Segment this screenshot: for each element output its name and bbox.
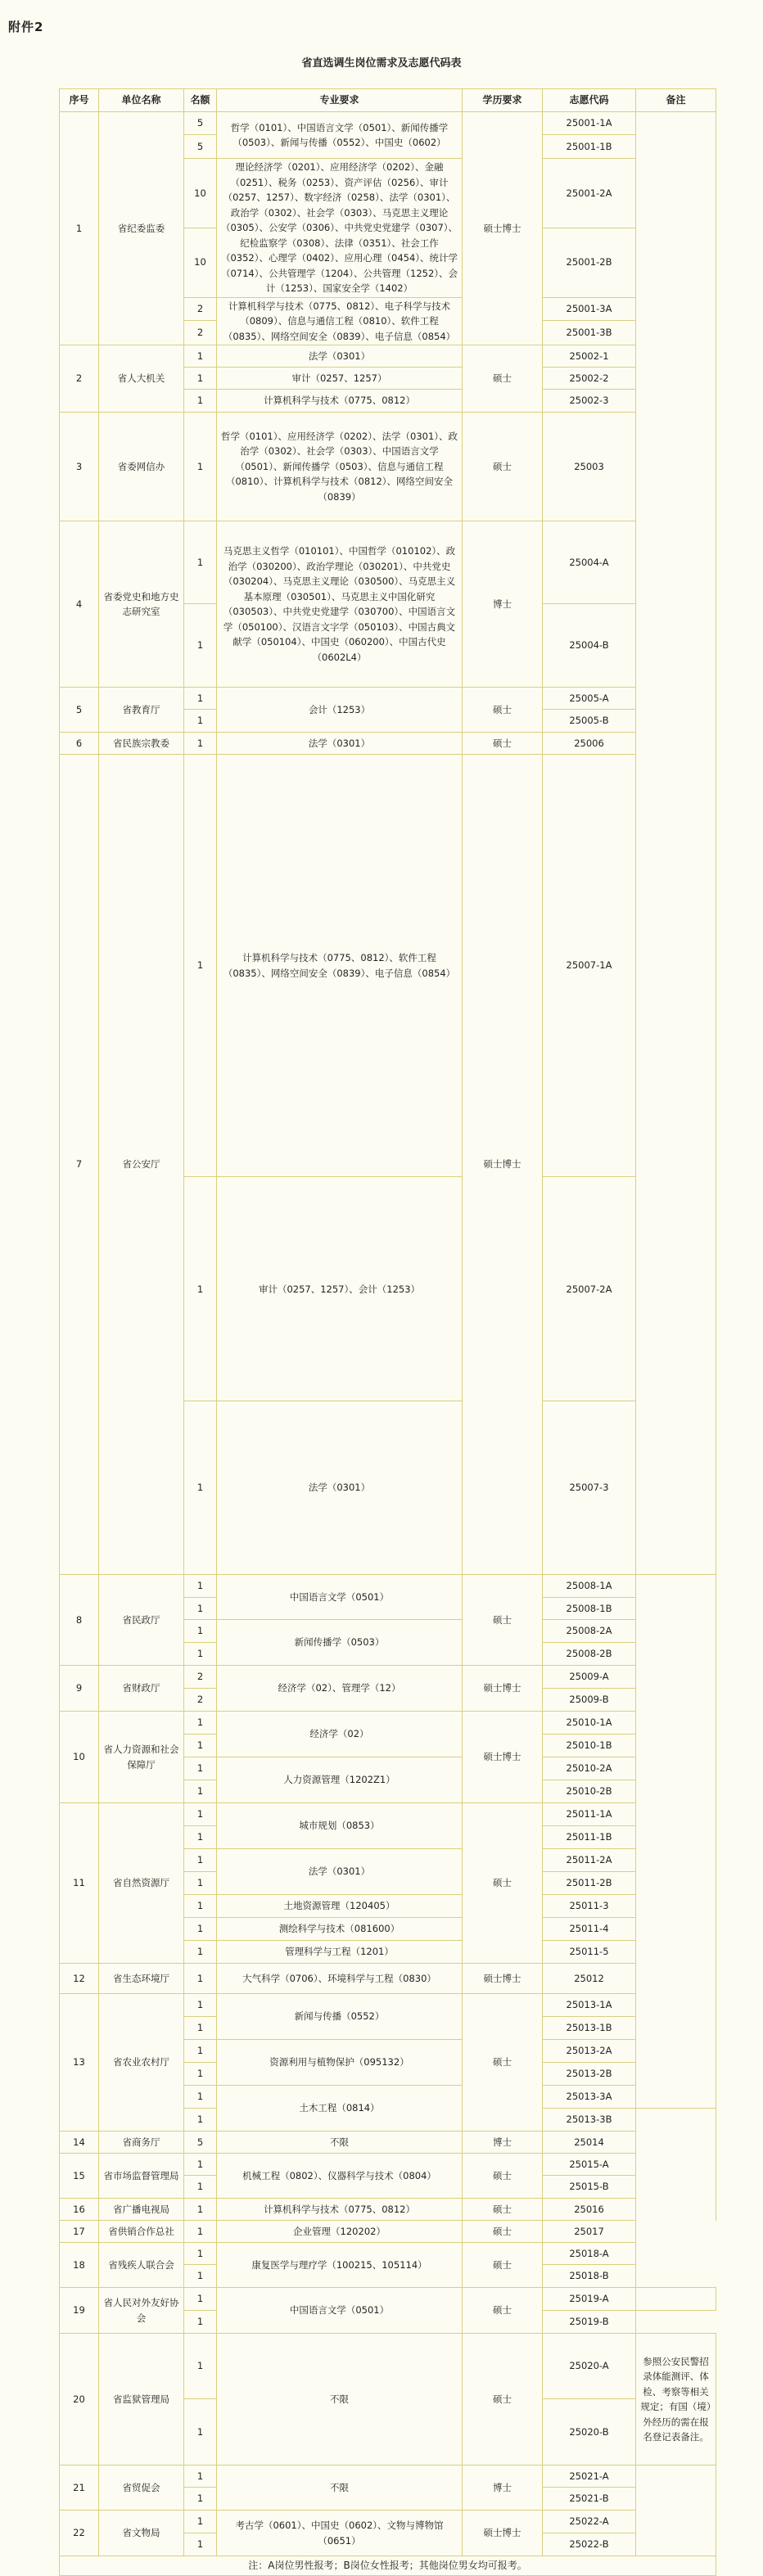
application-code: 25002-2 xyxy=(543,368,636,390)
table-row xyxy=(60,2132,716,2154)
unit-name: 省公安厅 xyxy=(99,755,184,1575)
quota-count: 1 xyxy=(184,2533,217,2556)
application-code: 25002-3 xyxy=(543,390,636,413)
row-number: 19 xyxy=(60,2288,99,2334)
quota-count: 1 xyxy=(184,2040,217,2063)
education-requirement: 硕士博士 xyxy=(463,755,543,1575)
major-requirement: 经济学（02）、管理学（12） xyxy=(217,1666,463,1712)
quota-count: 1 xyxy=(184,1575,217,1598)
unit-name: 省教育厅 xyxy=(99,688,184,733)
quota-count: 1 xyxy=(184,1849,217,1872)
table-row xyxy=(60,2221,716,2243)
application-code: 25020-A xyxy=(543,2334,636,2399)
education-requirement: 硕士 xyxy=(463,2243,543,2288)
unit-name: 省纪委监委 xyxy=(99,112,184,345)
unit-name: 省人大机关 xyxy=(99,345,184,413)
education-requirement: 硕士博士 xyxy=(463,1964,543,1994)
quota-count: 1 xyxy=(184,755,217,1177)
application-code: 25022-A xyxy=(543,2511,636,2533)
col-header-education: 学历要求 xyxy=(463,89,543,112)
education-requirement: 硕士 xyxy=(463,2154,543,2199)
application-code: 25018-B xyxy=(543,2265,636,2288)
application-code: 25001-2A xyxy=(543,159,636,228)
major-requirement: 新闻与传播（0552） xyxy=(217,1994,463,2040)
table-row xyxy=(60,2465,716,2488)
col-header-no: 序号 xyxy=(60,89,99,112)
application-code: 25003 xyxy=(543,413,636,521)
row-number: 7 xyxy=(60,755,99,1575)
quota-count: 1 xyxy=(184,1803,217,1826)
application-code: 25017 xyxy=(543,2221,636,2243)
positions-table xyxy=(59,88,716,2576)
row-number: 10 xyxy=(60,1712,99,1803)
unit-name: 省生态环境厅 xyxy=(99,1964,184,1994)
row-number: 13 xyxy=(60,1994,99,2132)
col-header-unit: 单位名称 xyxy=(99,89,184,112)
application-code: 25004-A xyxy=(543,521,636,604)
major-requirement: 哲学（0101）、中国语言文学（0501）、新闻传播学（0503）、新闻与传播（0552）、中国史（0602） xyxy=(217,112,463,159)
application-code: 25008-1B xyxy=(543,1598,636,1620)
table-row xyxy=(60,1803,716,1826)
education-requirement: 硕士 xyxy=(463,2334,543,2465)
col-header-count: 名额 xyxy=(184,89,217,112)
col-header-remark: 备注 xyxy=(636,89,716,112)
application-code: 25020-B xyxy=(543,2399,636,2465)
unit-name: 省市场监督管理局 xyxy=(99,2154,184,2199)
quota-count: 1 xyxy=(184,345,217,368)
education-requirement: 硕士 xyxy=(463,2288,543,2334)
quota-count: 1 xyxy=(184,1964,217,1994)
unit-name: 省文物局 xyxy=(99,2511,184,2556)
quota-count: 1 xyxy=(184,710,217,733)
application-code: 25009-A xyxy=(543,1666,636,1689)
major-requirement: 管理科学与工程（1201） xyxy=(217,1941,463,1964)
education-requirement: 硕士 xyxy=(463,1994,543,2132)
quota-count: 1 xyxy=(184,1994,217,2017)
row-number: 2 xyxy=(60,345,99,413)
remark-cell xyxy=(636,112,716,1575)
education-requirement: 硕士 xyxy=(463,1803,543,1964)
table-row xyxy=(60,2243,716,2265)
application-code: 25011-5 xyxy=(543,1941,636,1964)
quota-count: 1 xyxy=(184,2199,217,2221)
row-number: 1 xyxy=(60,112,99,345)
education-requirement: 硕士 xyxy=(463,2199,543,2221)
quota-count: 1 xyxy=(184,2465,217,2488)
major-requirement: 测绘科学与技术（081600） xyxy=(217,1918,463,1941)
col-header-code: 志愿代码 xyxy=(543,89,636,112)
table-row xyxy=(60,1964,716,1994)
table-row xyxy=(60,521,716,604)
quota-count: 1 xyxy=(184,2488,217,2511)
table-row xyxy=(60,2511,716,2533)
application-code: 25011-1B xyxy=(543,1826,636,1849)
major-requirement: 理论经济学（0201）、应用经济学（0202）、金融（0251）、税务（0253）、资产评估（0256）、审计（0257、1257）、数字经济（0258）、法学（0301）、政治学（0302）、社会学（0303）、马克思主义理论（0305）、公安学（0306）、中共党史党建学（0307）、纪检监察学（0308）、法律（0351）、社会工作（0352）、心理学（0402）、应用心理（0454）、统计学（0714）、公共管理学（1204）、公共管理（1252）、会计（1253）、国家安全学（1402） xyxy=(217,159,463,298)
quota-count: 1 xyxy=(184,1712,217,1735)
row-number: 9 xyxy=(60,1666,99,1712)
row-number: 15 xyxy=(60,2154,99,2199)
row-number: 22 xyxy=(60,2511,99,2556)
quota-count: 1 xyxy=(184,1757,217,1780)
unit-name: 省农业农村厅 xyxy=(99,1994,184,2132)
remark-cell xyxy=(636,1575,716,2109)
application-code: 25010-1B xyxy=(543,1735,636,1757)
unit-name: 省委党史和地方史志研究室 xyxy=(99,521,184,688)
application-code: 25007-3 xyxy=(543,1401,636,1575)
quota-count: 5 xyxy=(184,2132,217,2154)
education-requirement: 硕士 xyxy=(463,345,543,413)
major-requirement: 中国语言文学（0501） xyxy=(217,2288,463,2334)
remark-cell xyxy=(636,2465,716,2556)
application-code: 25011-2A xyxy=(543,1849,636,1872)
unit-name: 省民政厅 xyxy=(99,1575,184,1666)
major-requirement: 土地资源管理（120405） xyxy=(217,1895,463,1918)
major-requirement: 大气科学（0706）、环境科学与工程（0830） xyxy=(217,1964,463,1994)
table-row xyxy=(60,1994,716,2017)
major-requirement: 计算机科学与技术（0775、0812） xyxy=(217,2199,463,2221)
quota-count: 5 xyxy=(184,135,217,159)
table-row xyxy=(60,733,716,755)
row-number: 18 xyxy=(60,2243,99,2288)
major-requirement: 法学（0301） xyxy=(217,1401,463,1575)
quota-count: 1 xyxy=(184,521,217,604)
major-requirement: 经济学（02） xyxy=(217,1712,463,1757)
row-number: 12 xyxy=(60,1964,99,1994)
quota-count: 1 xyxy=(184,604,217,688)
major-requirement: 新闻传播学（0503） xyxy=(217,1620,463,1666)
row-number: 16 xyxy=(60,2199,99,2221)
major-requirement: 土木工程（0814） xyxy=(217,2086,463,2132)
application-code: 25001-2B xyxy=(543,228,636,297)
major-requirement: 法学（0301） xyxy=(217,1849,463,1895)
application-code: 25019-B xyxy=(543,2311,636,2334)
unit-name: 省供销合作总社 xyxy=(99,2221,184,2243)
application-code: 25002-1 xyxy=(543,345,636,368)
table-row xyxy=(60,2334,716,2399)
major-requirement: 考古学（0601）、中国史（0602）、文物与博物馆（0651） xyxy=(217,2511,463,2556)
table-footnote: 注：A岗位男性报考；B岗位女性报考；其他岗位男女均可报考。 xyxy=(60,2556,716,2576)
application-code: 25010-1A xyxy=(543,1712,636,1735)
unit-name: 省监狱管理局 xyxy=(99,2334,184,2465)
unit-name: 省人力资源和社会保障厅 xyxy=(99,1712,184,1803)
quota-count: 10 xyxy=(184,159,217,228)
major-requirement: 法学（0301） xyxy=(217,733,463,755)
table-body xyxy=(60,112,716,2556)
application-code: 25004-B xyxy=(543,604,636,688)
table-row xyxy=(60,112,716,135)
quota-count: 1 xyxy=(184,2154,217,2176)
row-number: 17 xyxy=(60,2221,99,2243)
education-requirement: 硕士 xyxy=(463,413,543,521)
application-code: 25013-2B xyxy=(543,2063,636,2086)
application-code: 25013-2A xyxy=(543,2040,636,2063)
quota-count: 1 xyxy=(184,1598,217,1620)
application-code: 25010-2B xyxy=(543,1780,636,1803)
major-requirement: 人力资源管理（1202Z1） xyxy=(217,1757,463,1803)
row-number: 21 xyxy=(60,2465,99,2511)
quota-count: 1 xyxy=(184,2086,217,2109)
application-code: 25009-B xyxy=(543,1689,636,1712)
major-requirement: 计算机科学与技术（0775、0812）、软件工程（0835）、网络空间安全（0839）、电子信息（0854） xyxy=(217,755,463,1177)
application-code: 25006 xyxy=(543,733,636,755)
quota-count: 1 xyxy=(184,1895,217,1918)
quota-count: 1 xyxy=(184,2399,217,2465)
application-code: 25011-4 xyxy=(543,1918,636,1941)
quota-count: 2 xyxy=(184,321,217,345)
major-requirement: 会计（1253） xyxy=(217,688,463,733)
quota-count: 5 xyxy=(184,112,217,135)
quota-count: 1 xyxy=(184,733,217,755)
major-requirement: 审计（0257、1257） xyxy=(217,368,463,390)
application-code: 25018-A xyxy=(543,2243,636,2265)
education-requirement: 硕士博士 xyxy=(463,112,543,345)
table-row xyxy=(60,413,716,521)
application-code: 25013-3A xyxy=(543,2086,636,2109)
application-code: 25008-2B xyxy=(543,1643,636,1666)
application-code: 25015-A xyxy=(543,2154,636,2176)
quota-count: 1 xyxy=(184,688,217,710)
row-number: 5 xyxy=(60,688,99,733)
education-requirement: 博士 xyxy=(463,521,543,688)
major-requirement: 不限 xyxy=(217,2334,463,2465)
education-requirement: 博士 xyxy=(463,2465,543,2511)
application-code: 25005-B xyxy=(543,710,636,733)
application-code: 25011-3 xyxy=(543,1895,636,1918)
application-code: 25021-B xyxy=(543,2488,636,2511)
row-number: 6 xyxy=(60,733,99,755)
quota-count: 1 xyxy=(184,368,217,390)
quota-count: 1 xyxy=(184,2288,217,2311)
quota-count: 1 xyxy=(184,1941,217,1964)
education-requirement: 硕士 xyxy=(463,733,543,755)
table-header xyxy=(60,89,716,112)
quota-count: 1 xyxy=(184,390,217,413)
unit-name: 省民族宗教委 xyxy=(99,733,184,755)
application-code: 25005-A xyxy=(543,688,636,710)
quota-count: 1 xyxy=(184,2221,217,2243)
quota-count: 2 xyxy=(184,297,217,321)
page-title: 省直选调生岗位需求及志愿代码表 xyxy=(301,57,462,70)
quota-count: 1 xyxy=(184,1872,217,1895)
education-requirement: 硕士 xyxy=(463,1575,543,1666)
application-code: 25021-A xyxy=(543,2465,636,2488)
major-requirement: 计算机科学与技术（0775、0812） xyxy=(217,390,463,413)
application-code: 25001-1B xyxy=(543,135,636,159)
application-code: 25001-1A xyxy=(543,112,636,135)
education-requirement: 硕士博士 xyxy=(463,2511,543,2556)
quota-count: 1 xyxy=(184,2017,217,2040)
table-row xyxy=(60,2199,716,2221)
major-requirement: 不限 xyxy=(217,2465,463,2511)
application-code: 25015-B xyxy=(543,2176,636,2199)
quota-count: 1 xyxy=(184,1401,217,1575)
major-requirement: 康复医学与理疗学（100215、105114） xyxy=(217,2243,463,2288)
unit-name: 省贸促会 xyxy=(99,2465,184,2511)
quota-count: 1 xyxy=(184,2063,217,2086)
unit-name: 省财政厅 xyxy=(99,1666,184,1712)
application-code: 25013-1A xyxy=(543,1994,636,2017)
education-requirement: 硕士博士 xyxy=(463,1712,543,1803)
row-number: 11 xyxy=(60,1803,99,1964)
table-row xyxy=(60,345,716,368)
quota-count: 1 xyxy=(184,1643,217,1666)
application-code: 25001-3B xyxy=(543,321,636,345)
application-code: 25022-B xyxy=(543,2533,636,2556)
unit-name: 省人民对外友好协会 xyxy=(99,2288,184,2334)
application-code: 25013-3B xyxy=(543,2109,636,2132)
application-code: 25008-2A xyxy=(543,1620,636,1643)
quota-count: 1 xyxy=(184,1826,217,1849)
unit-name: 省广播电视局 xyxy=(99,2199,184,2221)
quota-count: 1 xyxy=(184,1735,217,1757)
quota-count: 1 xyxy=(184,1918,217,1941)
application-code: 25008-1A xyxy=(543,1575,636,1598)
table-row xyxy=(60,688,716,710)
quota-count: 1 xyxy=(184,2311,217,2334)
remark-cell: 参照公安民警招录体能测评、体检、考察等相关规定；有国（境）外经历的需在报名登记表备注。 xyxy=(636,2334,716,2465)
quota-count: 1 xyxy=(184,1177,217,1401)
row-number: 20 xyxy=(60,2334,99,2465)
table-row xyxy=(60,1712,716,1735)
major-requirement: 哲学（0101）、应用经济学（0202）、法学（0301）、政治学（0302）、社会学（0303）、中国语言文学（0501）、新闻传播学（0503）、信息与通信工程（0810）、计算机科学与技术（0812）、网络空间安全（0839） xyxy=(217,413,463,521)
quota-count: 1 xyxy=(184,2511,217,2533)
application-code: 25001-3A xyxy=(543,297,636,321)
major-requirement: 不限 xyxy=(217,2132,463,2154)
application-code: 25012 xyxy=(543,1964,636,1994)
application-code: 25011-1A xyxy=(543,1803,636,1826)
unit-name: 省残疾人联合会 xyxy=(99,2243,184,2288)
application-code: 25011-2B xyxy=(543,1872,636,1895)
quota-count: 2 xyxy=(184,1666,217,1689)
quota-count: 1 xyxy=(184,413,217,521)
application-code: 25016 xyxy=(543,2199,636,2221)
quota-count: 1 xyxy=(184,1620,217,1643)
major-requirement: 企业管理（120202） xyxy=(217,2221,463,2243)
education-requirement: 硕士 xyxy=(463,688,543,733)
major-requirement: 马克思主义哲学（010101）、中国哲学（010102）、政治学（030200）、政治学理论（030201）、中共党史（030204）、马克思主义理论（030500）、马克思主义基本原理（030501）、马克思主义中国化研究（030503）、中共党史党建学（030700）、中国语言文学（050100）、汉语言文字学（050103）、中国古典文献学（050104）、中国史（060200）、中国古代史（0602L4） xyxy=(217,521,463,688)
table-row xyxy=(60,1666,716,1689)
major-requirement: 城市规划（0853） xyxy=(217,1803,463,1849)
unit-name: 省委网信办 xyxy=(99,413,184,521)
table-row xyxy=(60,2288,716,2311)
major-requirement: 审计（0257、1257）、会计（1253） xyxy=(217,1177,463,1401)
row-number: 14 xyxy=(60,2132,99,2154)
quota-count: 2 xyxy=(184,1689,217,1712)
education-requirement: 硕士 xyxy=(463,2221,543,2243)
remark-cell xyxy=(636,2288,716,2311)
unit-name: 省自然资源厅 xyxy=(99,1803,184,1964)
application-code: 25007-2A xyxy=(543,1177,636,1401)
education-requirement: 博士 xyxy=(463,2132,543,2154)
education-requirement: 硕士博士 xyxy=(463,1666,543,1712)
application-code: 25010-2A xyxy=(543,1757,636,1780)
row-number: 8 xyxy=(60,1575,99,1666)
quota-count: 10 xyxy=(184,228,217,297)
application-code: 25014 xyxy=(543,2132,636,2154)
unit-name: 省商务厅 xyxy=(99,2132,184,2154)
col-header-major: 专业要求 xyxy=(217,89,463,112)
major-requirement: 机械工程（0802）、仪器科学与技术（0804） xyxy=(217,2154,463,2199)
major-requirement: 资源利用与植物保护（095132） xyxy=(217,2040,463,2086)
table-row xyxy=(60,2154,716,2176)
major-requirement: 中国语言文学（0501） xyxy=(217,1575,463,1620)
quota-count: 1 xyxy=(184,1780,217,1803)
major-requirement: 计算机科学与技术（0775、0812）、电子科学与技术（0809）、信息与通信工程（0810）、软件工程（0835）、网络空间安全（0839）、电子信息（0854） xyxy=(217,297,463,345)
table-row xyxy=(60,1575,716,1598)
quota-count: 1 xyxy=(184,2176,217,2199)
table-row xyxy=(60,755,716,1177)
major-requirement: 法学（0301） xyxy=(217,345,463,368)
application-code: 25013-1B xyxy=(543,2017,636,2040)
quota-count: 1 xyxy=(184,2243,217,2265)
application-code: 25019-A xyxy=(543,2288,636,2311)
quota-count: 1 xyxy=(184,2265,217,2288)
row-number: 4 xyxy=(60,521,99,688)
attachment-label: 附件2 xyxy=(8,20,44,34)
application-code: 25007-1A xyxy=(543,755,636,1177)
quota-count: 1 xyxy=(184,2334,217,2399)
quota-count: 1 xyxy=(184,2109,217,2132)
row-number: 3 xyxy=(60,413,99,521)
